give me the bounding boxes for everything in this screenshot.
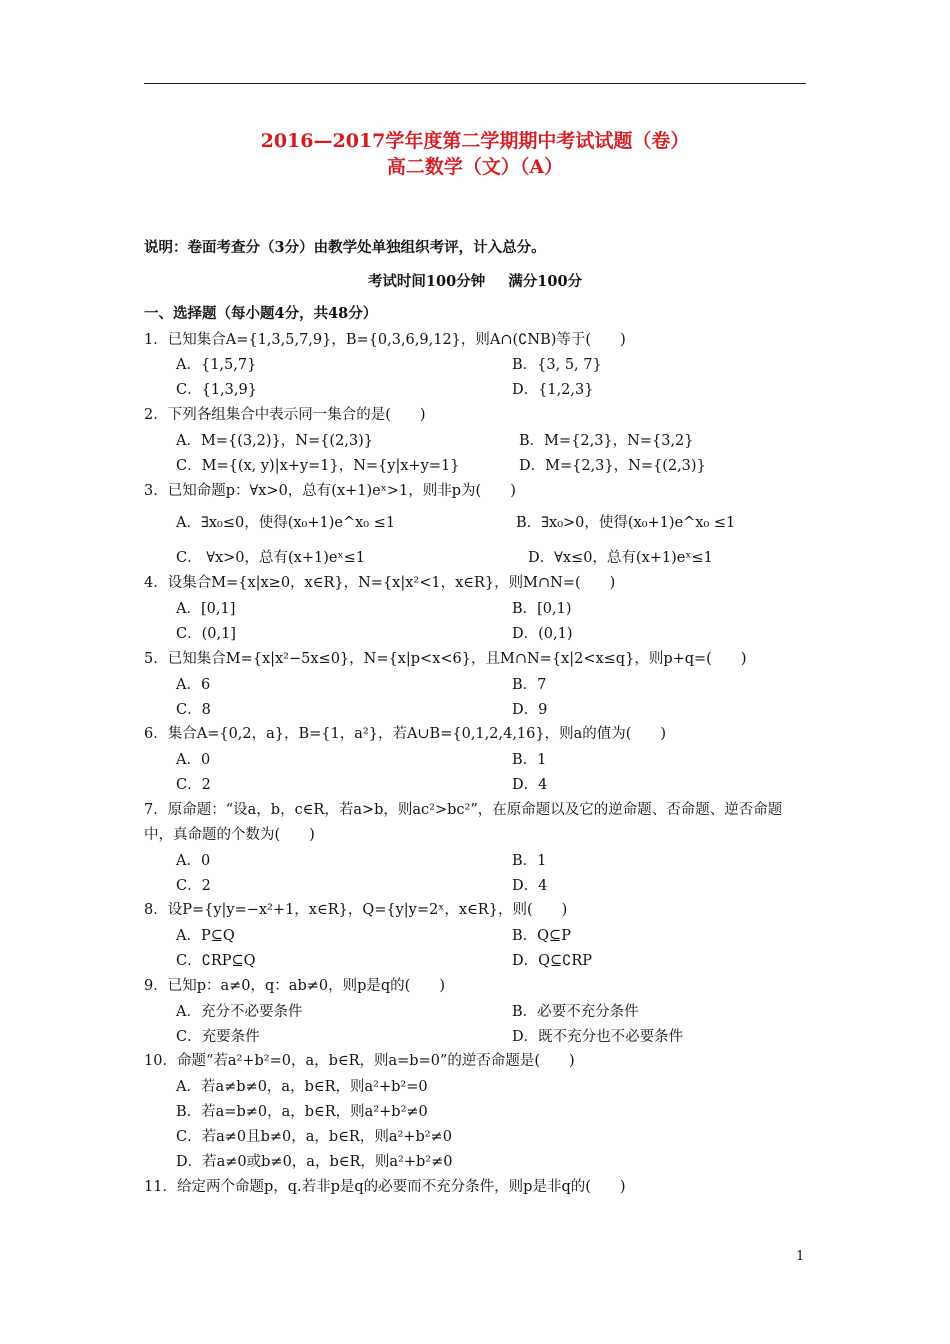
question-option: A．6 bbox=[176, 677, 211, 693]
question-option: B．Q⊆P bbox=[512, 928, 571, 944]
question-stem: 8．设P={y|y=−x²+1，x∈R}，Q={y|y=2ˣ，x∈R}，则( ) bbox=[144, 902, 568, 918]
exam-score: 满分100分 bbox=[508, 273, 583, 290]
question-option: C．充要条件 bbox=[176, 1029, 260, 1045]
question-stem: 1．已知集合A={1,3,5,7,9}，B={0,3,6,9,12}，则A∩(∁NB)等于( ) bbox=[144, 332, 626, 348]
question-option: D．∀x≤0，总有(x+1)eˣ≤1 bbox=[528, 550, 713, 566]
question-option: D．既不充分也不必要条件 bbox=[512, 1029, 684, 1045]
question-option: B．若a=b≠0，a，b∈R，则a²+b²≠0 bbox=[176, 1104, 428, 1120]
question-option: D．(0,1) bbox=[512, 626, 573, 642]
exam-title: 2016—2017学年度第二学期期中考试试题（卷） bbox=[260, 130, 690, 152]
question-option: B．1 bbox=[512, 853, 547, 869]
header-rule bbox=[144, 83, 806, 84]
question-stem: 6．集合A={0,2，a}，B={1，a²}，若A∪B={0,1,2,4,16}，则a的值为( ) bbox=[144, 726, 667, 742]
question-option: D．若a≠0或b≠0，a，b∈R，则a²+b²≠0 bbox=[176, 1154, 453, 1170]
question-option: D．M={2,3}，N={(2,3)} bbox=[519, 458, 706, 474]
question-option: C． ∀x>0，总有(x+1)eˣ≤1 bbox=[176, 550, 365, 566]
page-number: 1 bbox=[796, 1249, 805, 1264]
question-option: D．4 bbox=[512, 878, 548, 894]
question-option: A．∃x₀≤0，使得(x₀+1)e^x₀ ≤1 bbox=[176, 515, 396, 531]
exam-info bbox=[0, 270, 950, 291]
question-stem: 4．设集合M={x|x≥0，x∈R}，N={x|x²<1，x∈R}，则M∩N=( ) bbox=[144, 575, 616, 591]
question-option: D．{1,2,3} bbox=[512, 382, 594, 398]
question-option: D．Q⊆∁RP bbox=[512, 953, 593, 969]
question-stem: 7．原命题：“设a，b，c∈R，若a>b，则ac²>bc²”，在原命题以及它的逆命题、否命题、逆否命题中，真命题的个数为( ) bbox=[144, 802, 783, 843]
question-option: D．9 bbox=[512, 702, 548, 718]
question-option: B．∃x₀>0，使得(x₀+1)e^x₀ ≤1 bbox=[516, 515, 736, 531]
question-stem: 5．已知集合M={x|x²−5x≤0}，N={x|p<x<6}，且M∩N={x|2<x≤q}，则p+q=( ) bbox=[144, 651, 747, 667]
question-option: A．0 bbox=[176, 752, 211, 768]
question-option: C．若a≠0且b≠0，a，b∈R，则a²+b²≠0 bbox=[176, 1129, 452, 1145]
exam-note: 说明：卷面考查分（3分）由教学处单独组织考评，计入总分。 bbox=[144, 239, 546, 256]
question-option: A．0 bbox=[176, 853, 211, 869]
section-heading: 一、选择题（每小题4分，共48分） bbox=[144, 305, 378, 322]
exam-time: 考试时间100分钟 bbox=[367, 273, 486, 290]
question-option: B．7 bbox=[512, 677, 547, 693]
question-option: A．若a≠b≠0，a，b∈R，则a²+b²=0 bbox=[176, 1079, 428, 1095]
question-option: C．(0,1] bbox=[176, 626, 236, 642]
question-option: B．必要不充分条件 bbox=[512, 1004, 639, 1020]
question-stem: 2．下列各组集合中表示同一集合的是( ) bbox=[144, 407, 426, 423]
question-option: A．[0,1] bbox=[176, 601, 236, 617]
question-stem: 9．已知p：a≠0，q：ab≠0，则p是q的( ) bbox=[144, 978, 445, 994]
question-stem: 3．已知命题p：∀x>0，总有(x+1)eˣ>1，则非p为( ) bbox=[144, 483, 516, 499]
question-option: C．2 bbox=[176, 878, 211, 894]
question-option: B．[0,1) bbox=[512, 601, 572, 617]
question-stem: 11．给定两个命题p，q.若非p是q的必要而不充分条件，则p是非q的( ) bbox=[144, 1179, 626, 1195]
exam-subtitle: 高二数学（文）（A） bbox=[386, 156, 564, 178]
question-option: C．M={(x, y)|x+y=1}，N={y|x+y=1} bbox=[176, 458, 460, 474]
question-option: D．4 bbox=[512, 777, 548, 793]
question-option: A．P⊆Q bbox=[176, 928, 235, 944]
question-option: A．M={(3,2)}，N={(2,3)} bbox=[176, 433, 373, 449]
question-option: C．∁RP⊆Q bbox=[176, 953, 256, 969]
question-option: B．M={2,3}，N={3,2} bbox=[519, 433, 694, 449]
question-option: C．2 bbox=[176, 777, 211, 793]
question-option: C．8 bbox=[176, 702, 211, 718]
question-option: C．{1,3,9} bbox=[176, 382, 257, 398]
question-stem: 10．命题“若a²+b²=0，a，b∈R，则a=b=0”的逆否命题是( ) bbox=[144, 1053, 575, 1069]
question-option: A．{1,5,7} bbox=[176, 357, 257, 373]
question-option: B．{3, 5, 7} bbox=[512, 357, 602, 373]
question-option: A．充分不必要条件 bbox=[176, 1004, 303, 1020]
question-option: B．1 bbox=[512, 752, 547, 768]
